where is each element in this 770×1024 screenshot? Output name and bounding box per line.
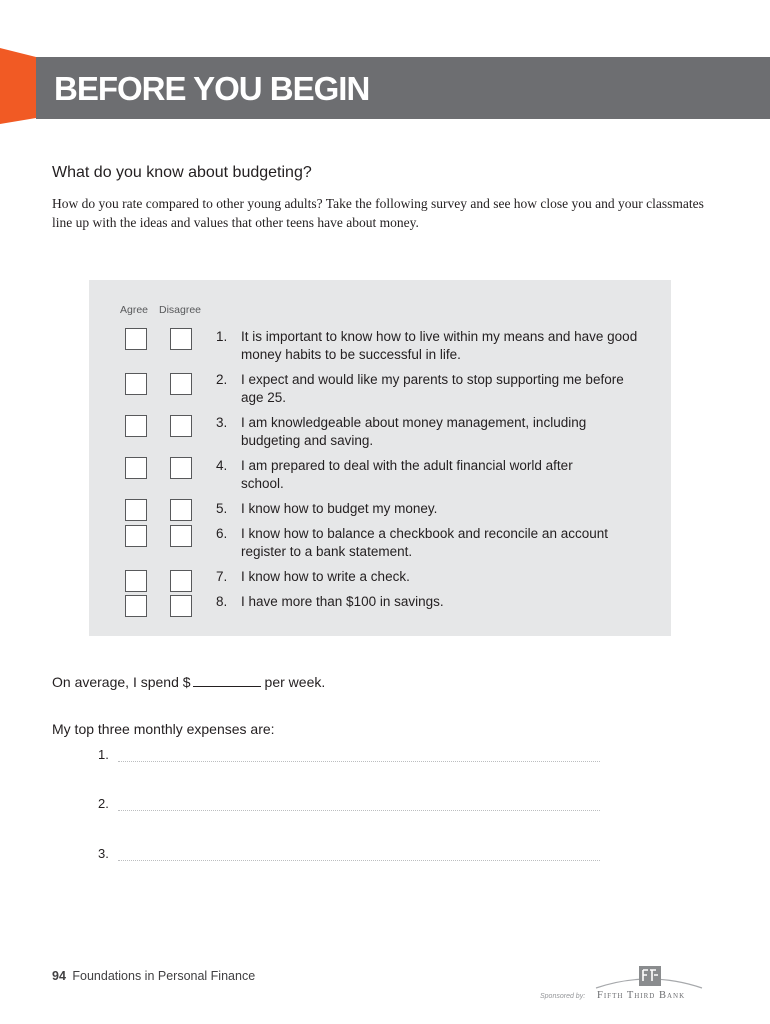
survey-item-number: 4. bbox=[216, 458, 228, 473]
disagree-column-label: Disagree bbox=[159, 304, 202, 316]
disagree-checkbox-5[interactable] bbox=[170, 499, 192, 521]
spend-suffix: per week. bbox=[264, 674, 326, 690]
survey-item-number: 3. bbox=[216, 415, 228, 430]
section-title: What do you know about budgeting? bbox=[52, 164, 312, 181]
survey-item-number: 8. bbox=[216, 594, 228, 609]
expense-line-3[interactable] bbox=[118, 860, 600, 861]
survey-item-text: I expect and would like my parents to stop supporting me before age 25. bbox=[241, 372, 624, 405]
survey-item-text: I am knowledgeable about money management, including budgeting and saving. bbox=[241, 415, 587, 448]
agree-checkbox-2[interactable] bbox=[125, 373, 147, 395]
orange-accent-tab bbox=[0, 48, 36, 124]
fifth-third-bank-logo-icon bbox=[592, 962, 706, 992]
bank-name: Fifth Third Bank bbox=[597, 990, 686, 1001]
expense-number-1: 1. bbox=[98, 747, 109, 762]
expense-number-2: 2. bbox=[98, 796, 109, 811]
survey-item-text: I know how to write a check. bbox=[241, 569, 410, 584]
disagree-checkbox-3[interactable] bbox=[170, 415, 192, 437]
expense-line-1[interactable] bbox=[118, 761, 600, 762]
expense-line-2[interactable] bbox=[118, 810, 600, 811]
book-title: Foundations in Personal Finance bbox=[72, 969, 256, 983]
agree-checkbox-1[interactable] bbox=[125, 328, 147, 350]
survey-item-text: I know how to budget my money. bbox=[241, 501, 438, 516]
survey-item-text: I know how to balance a checkbook and reconcile an account register to a bank statement. bbox=[241, 526, 608, 559]
survey-item-number: 5. bbox=[216, 501, 228, 516]
survey-item-number: 6. bbox=[216, 526, 228, 541]
agree-checkbox-7[interactable] bbox=[125, 570, 147, 592]
weekly-spend-prompt bbox=[52, 672, 325, 690]
agree-checkbox-5[interactable] bbox=[125, 499, 147, 521]
expense-number-3: 3. bbox=[98, 846, 109, 861]
agree-column-label: Agree bbox=[120, 304, 149, 316]
page-number: 94 bbox=[52, 969, 66, 983]
page-title: BEFORE YOU BEGIN bbox=[54, 70, 370, 107]
footer-page-info bbox=[52, 969, 255, 983]
disagree-checkbox-7[interactable] bbox=[170, 570, 192, 592]
disagree-checkbox-1[interactable] bbox=[170, 328, 192, 350]
survey-item-text: I have more than $100 in savings. bbox=[241, 594, 444, 609]
survey-item-text: I am prepared to deal with the adult financial world after school. bbox=[241, 458, 573, 491]
header-bar bbox=[36, 57, 770, 119]
agree-checkbox-8[interactable] bbox=[125, 595, 147, 617]
disagree-checkbox-2[interactable] bbox=[170, 373, 192, 395]
sponsored-by-label: Sponsored by: bbox=[540, 993, 586, 1000]
spend-prefix: On average, I spend $ bbox=[52, 674, 191, 690]
expenses-title: My top three monthly expenses are: bbox=[52, 721, 275, 737]
agree-checkbox-3[interactable] bbox=[125, 415, 147, 437]
survey-item-text: It is important to know how to live within my means and have good money habits to be successful in life. bbox=[241, 329, 638, 362]
intro-paragraph: How do you rate compared to other young adults? Take the following survey and see how close you and your classmates line up with the ideas and values that other teens have about money. bbox=[52, 196, 704, 230]
survey-item-number: 1. bbox=[216, 329, 228, 344]
agree-checkbox-4[interactable] bbox=[125, 457, 147, 479]
disagree-checkbox-8[interactable] bbox=[170, 595, 192, 617]
spend-amount-blank[interactable] bbox=[193, 672, 261, 687]
survey-box bbox=[89, 280, 671, 636]
survey-item-number: 7. bbox=[216, 569, 228, 584]
survey-item-number: 2. bbox=[216, 372, 228, 387]
agree-checkbox-6[interactable] bbox=[125, 525, 147, 547]
disagree-checkbox-6[interactable] bbox=[170, 525, 192, 547]
disagree-checkbox-4[interactable] bbox=[170, 457, 192, 479]
